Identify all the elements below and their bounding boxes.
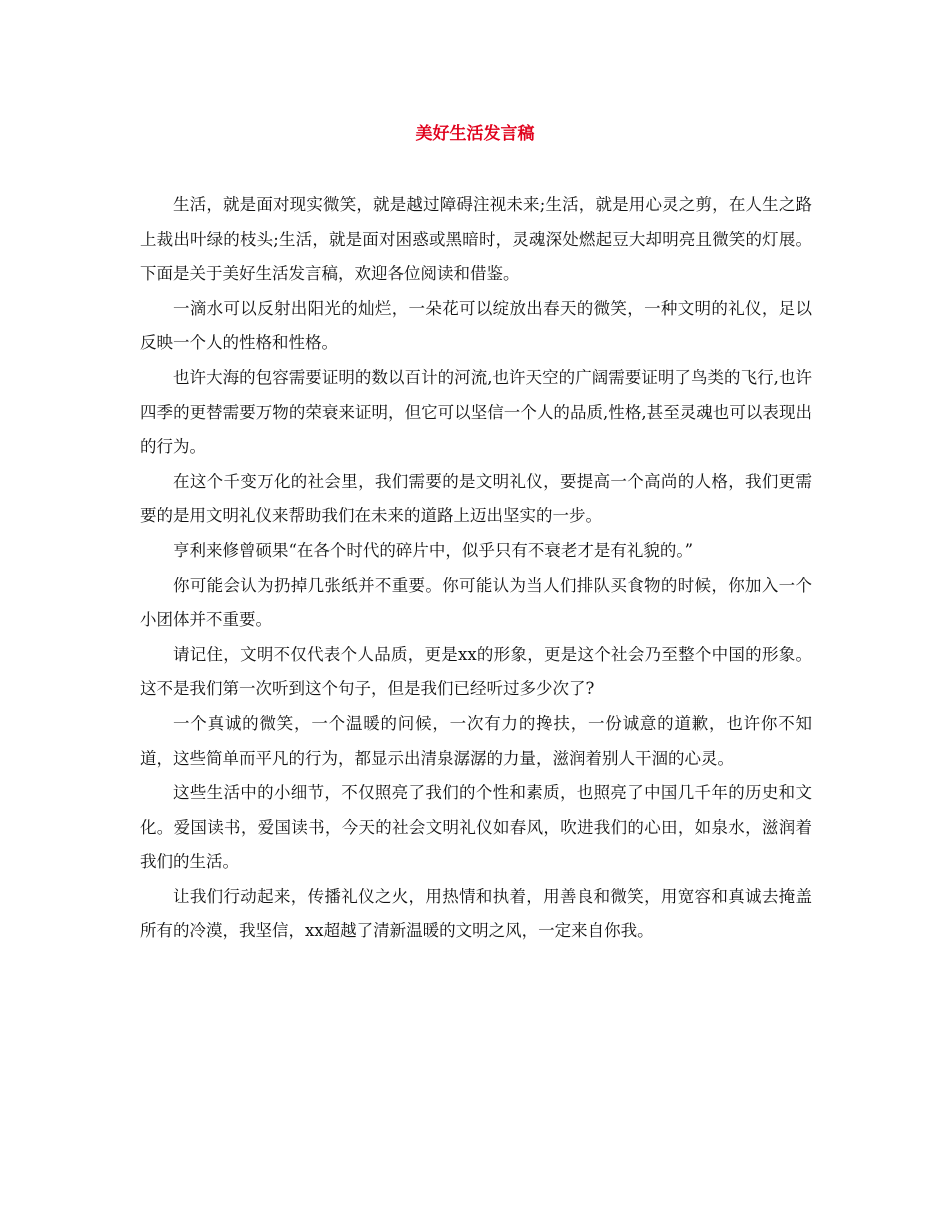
paragraph: 这些生活中的小细节，不仅照亮了我们的个性和素质，也照亮了中国几千年的历史和文化。爱国读书，爱国读书，今天的社会文明礼仪如春风，吹进我们的心田，如泉水，滋润着我们的生活。 [140, 783, 812, 872]
document-body [140, 188, 812, 949]
paragraph: 请记住，文明不仅代表个人品质，更是xx的形象，更是这个社会乃至整个中国的形象。这不是我们第一次听到这个句子，但是我们已经听过多少次了? [140, 644, 812, 699]
document-title: 美好生活发言稿 [415, 124, 535, 144]
paragraph: 也许大海的包容需要证明的数以百计的河流,也许天空的广阔需要证明了鸟类的飞行,也许四季的更替需要万物的荣衰来证明，但它可以坚信一个人的品质,性格,甚至灵魂也可以表现出的行为。 [140, 367, 812, 457]
paragraph: 生活，就是面对现实微笑，就是越过障碍注视未来;生活，就是用心灵之剪，在人生之路上裁出叶绿的枝头;生活，就是面对困惑或黑暗时，灵魂深处燃起豆大却明亮且微笑的灯展。下面是关于美好生活发言稿，欢迎各位阅读和借鉴。 [140, 195, 812, 284]
paragraph: 一滴水可以反射出阳光的灿烂，一朵花可以绽放出春天的微笑，一种文明的礼仪，足以反映一个人的性格和性格。 [140, 298, 812, 353]
paragraph: 亨利来修曾硕果“在各个时代的碎片中，似乎只有不衰老才是有礼貌的。” [173, 540, 694, 560]
paragraph: 让我们行动起来，传播礼仪之火，用热情和执着，用善良和微笑，用宽容和真诚去掩盖所有的冷漠，我坚信，xx超越了清新温暖的文明之风，一定来自你我。 [140, 886, 812, 941]
paragraph: 在这个千变万化的社会里，我们需要的是文明礼仪，要提高一个高尚的人格，我们更需要的是用文明礼仪来帮助我们在未来的道路上迈出坚实的一步。 [140, 471, 812, 526]
paragraph: 一个真诚的微笑，一个温暖的问候，一次有力的搀扶，一份诚意的道歉，也许你不知道，这些简单而平凡的行为，都显示出清泉潺潺的力量，滋润着别人干涸的心灵。 [140, 713, 812, 768]
paragraph: 你可能会认为扔掉几张纸并不重要。你可能认为当人们排队买食物的时候，你加入一个小团体并不重要。 [140, 575, 812, 630]
